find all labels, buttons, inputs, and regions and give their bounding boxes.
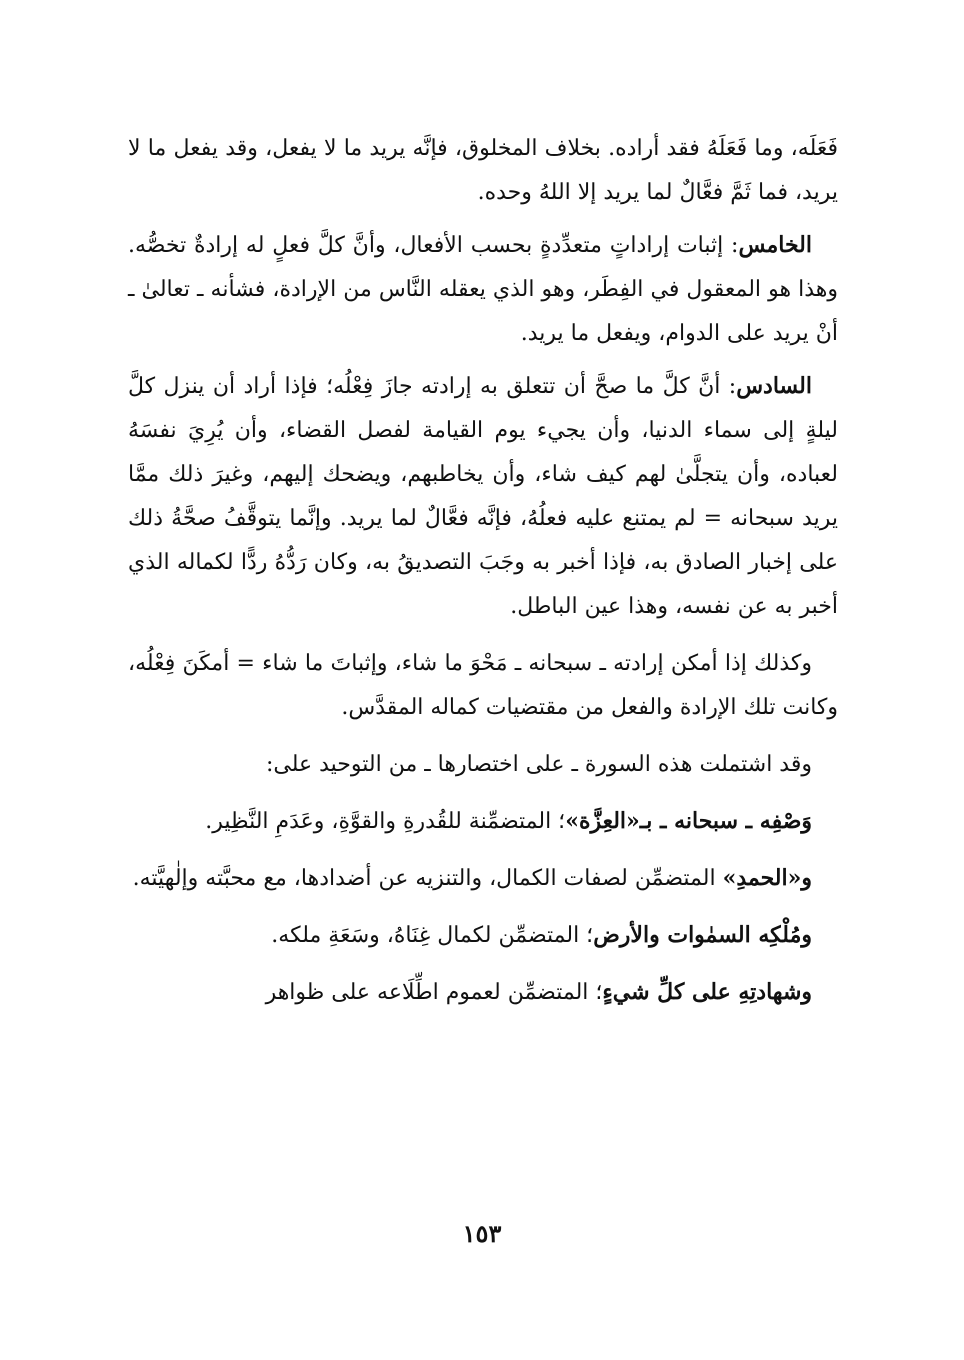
paragraph-text: المتضمِّن لصفات الكمال، والتنزيه عن أضدادها، مع محبَّته وإلٰهيَّته. [132,866,723,891]
paragraph-4 [128,641,838,730]
paragraph-bold-lead: وَصْفِه ـ سبحانه ـ بـ«العِزَّة» [565,808,812,834]
paragraph-text: وقد اشتملت هذه السورة ـ على اختصارها ـ من التوحيد على: [265,752,812,777]
paragraph-text: ؛ المتضمِّنة للقُدرةِ والقوَّةِ، وعَدَمِ النَّظِير. [205,809,566,834]
paragraph-bold-lead: السادس [736,373,812,399]
paragraph-bold-lead: ومُلْكِه السمٰوات والأرض [593,922,812,948]
body-text [128,126,838,1015]
paragraph-6 [128,799,838,844]
paragraph-7 [128,856,838,901]
paragraph-text: فَعَلَه، وما فَعَلَهُ فقد أراده. بخلاف المخلوق، فإنَّه يريد ما لا يفعل، وقد يفعل ما لا يريد، فما ثَمَّ فعَّالٌ لما يريد إلا اللهُ وحده. [128,136,838,205]
paragraph-text: ؛ المتضمِّن لعموم اطِّلَاعه على ظواهر [265,980,603,1005]
paragraph-2 [128,223,838,356]
paragraph-text: : أنَّ كلَّ ما صحَّ أن تتعلق به إرادته جازَ فِعْلُه؛ فإذا أراد أن ينزل كلَّ ليلةٍ إلى سماء الدنيا، وأن يجيء يوم القيامة لفصل القضاء، وأن يُرِيَ نفسَهُ لعباده، وأن يتجلَّىٰ لهم كيف شاء، وأن يخاطبهم، ويضحك إليهم، وغيرَ ذلك ممَّا يريد سبحانه = لم يمتنع عليه فعلُهُ، فإنَّه فعَّالٌ لما يريد. وإنَّما يتوقَّفُ صحَّةُ ذلك على إخبار الصادق به، فإذا أخبر به وجَبَ التصديقُ به، وكان رَدُّهُ ردًّا لكماله الذي أخبر به عن نفسه، وهذا عين الباطل. [128,374,838,619]
paragraph-5 [128,742,838,787]
paragraph-bold-lead: وشهادتِهِ على كلِّ شيءٍ [602,979,812,1005]
paragraph-text: وكذلك إذا أمكن إرادته ـ سبحانه ـ مَحْوَ ما شاء، وإثباتَ ما شاء = أمكَنَ فِعْلُه، وكانت تلك الإرادة والفعل من مقتضيات كماله المقدَّس. [128,651,838,720]
page-number: ١٥٣ [462,1219,502,1248]
paragraph-1 [128,126,838,215]
paragraph-9 [128,970,838,1015]
paragraph-3 [128,364,838,629]
paragraph-text: ؛ المتضمِّن لكمال غِنَاهُ، وسَعَةِ ملكه. [271,923,594,948]
paragraph-bold-lead: و«الحمدِ» [722,865,812,891]
paragraph-8 [128,913,838,958]
paragraph-text: : إثبات إراداتٍ متعدِّدةٍ بحسب الأفعال، وأنَّ كلَّ فعلٍ له إرادةٌ تخصُّه. وهذا هو المعقول في الفِطَر، وهو الذي يعقله النَّاس من الإرادة، فشأنه ـ تعالىٰ ـ أنْ يريد على الدوام، ويفعل ما يريد. [128,233,838,346]
paragraph-bold-lead: الخامس [738,232,812,258]
